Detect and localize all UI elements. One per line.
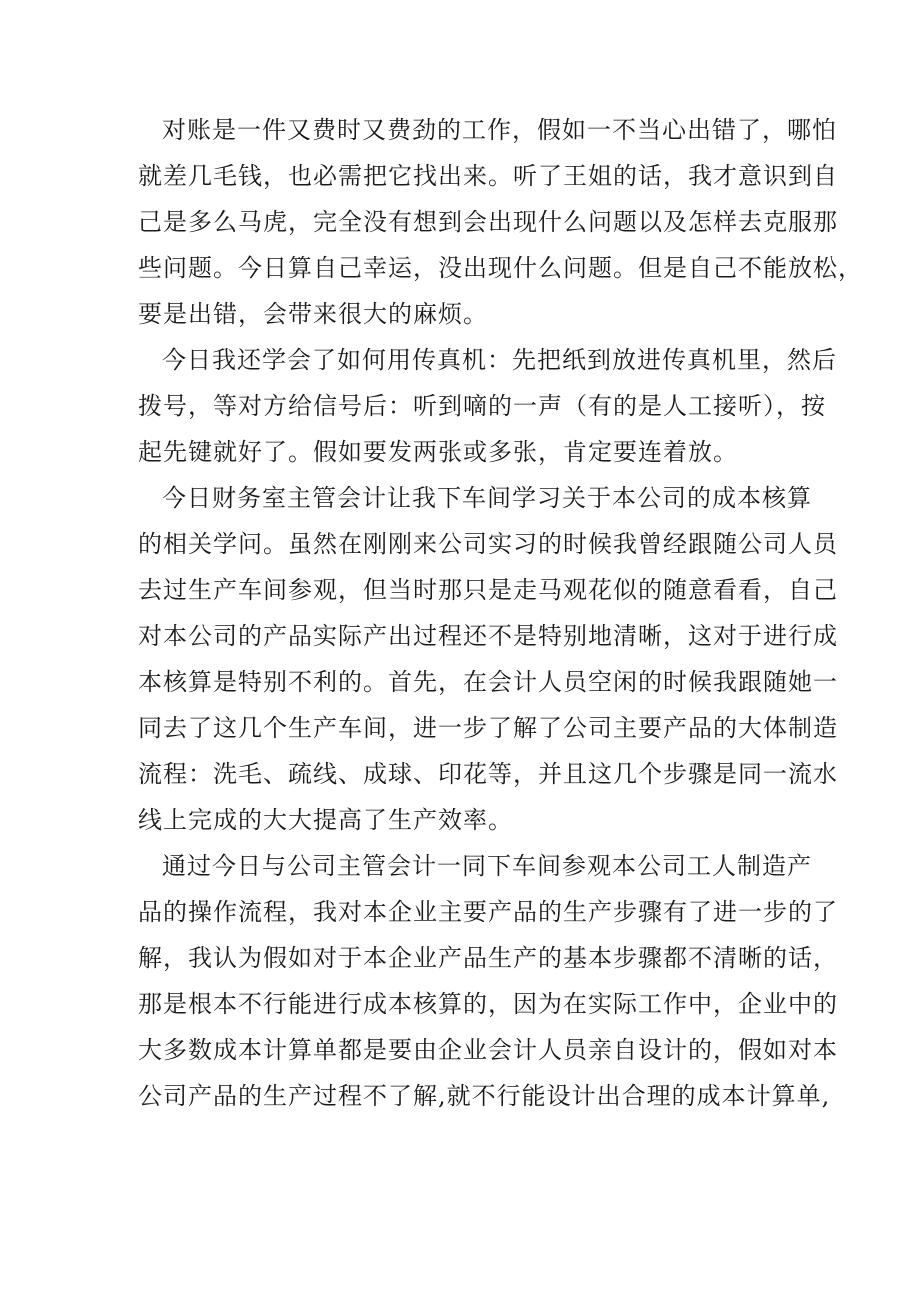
paragraph-4-line-5: 大多数成本计算单都是要由企业会计人员亲自设计的，假如对本 xyxy=(138,1036,838,1064)
paragraph-3-line-2: 的相关学问。虽然在刚刚来公司实习的时候我曾经跟随公司人员 xyxy=(138,530,838,558)
paragraph-3-line-4: 对本公司的产品实际产出过程还不是特别地清晰，这对于进行成 xyxy=(138,622,838,650)
paragraph-1-line-5: 要是出错，会带来很大的麻烦。 xyxy=(138,300,488,328)
paragraph-2-line-1: 今日我还学会了如何用传真机：先把纸到放进传真机里，然后 xyxy=(162,346,837,374)
paragraph-2-line-2: 拨号，等对方给信号后：听到嘀的一声（有的是人工接听），按 xyxy=(138,392,826,420)
paragraph-3-line-1: 今日财务室主管会计让我下车间学习关于本公司的成本核算 xyxy=(162,484,812,512)
paragraph-3-line-6: 同去了这几个生产车间，进一步了解了公司主要产品的大体制造 xyxy=(138,714,838,742)
paragraph-4-line-2: 品的操作流程，我对本企业主要产品的生产步骤有了进一步的了 xyxy=(138,898,838,926)
paragraph-1-line-2: 就差几毛钱，也必需把它找出来。听了王姐的话，我才意识到自 xyxy=(138,162,838,190)
paragraph-4-line-1: 通过今日与公司主管会计一同下车间参观本公司工人制造产 xyxy=(162,852,812,880)
paragraph-2-line-3: 起先键就好了。假如要发两张或多张，肯定要连着放。 xyxy=(138,438,738,466)
paragraph-1-line-4: 些问题。今日算自己幸运，没出现什么问题。但是自己不能放松， xyxy=(138,254,863,282)
paragraph-3-line-8: 线上完成的大大提高了生产效率。 xyxy=(138,806,513,834)
paragraph-1-line-3: 己是多么马虎，完全没有想到会出现什么问题以及怎样去克服那 xyxy=(138,208,838,236)
paragraph-3-line-7: 流程：洗毛、疏线、成球、印花等，并且这几个步骤是同一流水 xyxy=(138,760,838,788)
paragraph-3-line-3: 去过生产车间参观，但当时那只是走马观花似的随意看看，自己 xyxy=(138,576,838,604)
paragraph-4-line-4: 那是根本不行能进行成本核算的，因为在实际工作中，企业中的 xyxy=(138,990,838,1018)
paragraph-4-line-6: 公司产品的生产过程不了解,就不行能设计出合理的成本计算单, xyxy=(138,1082,831,1110)
paragraph-3-line-5: 本核算是特别不利的。首先，在会计人员空闲的时候我跟随她一 xyxy=(138,668,838,696)
body-text xyxy=(138,112,863,1124)
paragraph-4-line-3: 解，我认为假如对于本企业产品生产的基本步骤都不清晰的话， xyxy=(138,944,838,972)
paragraph-1-line-1: 对账是一件又费时又费劲的工作，假如一不当心出错了，哪怕 xyxy=(162,116,837,144)
